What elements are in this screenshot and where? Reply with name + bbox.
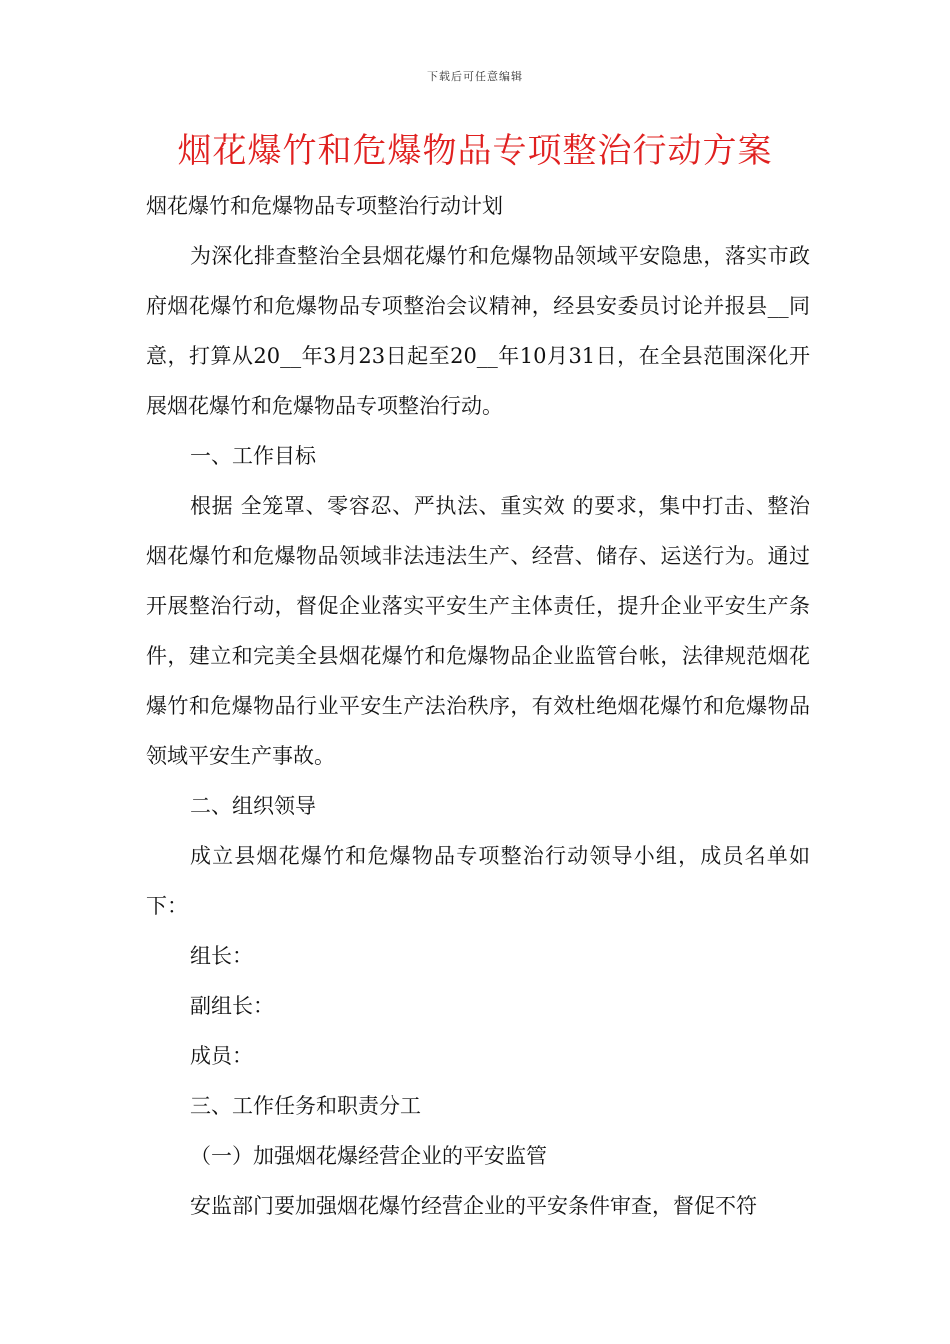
leader-line: 组长：: [190, 944, 253, 968]
members-line: 成员：: [190, 1044, 253, 1068]
section-heading-organization: 二、组织领导: [190, 794, 316, 818]
section-heading-tasks: 三、工作任务和职责分工: [190, 1094, 421, 1118]
supervision-paragraph: 安监部门要加强烟花爆竹经营企业的平安条件审查，督促不符: [190, 1194, 757, 1218]
subtitle-paragraph: 烟花爆竹和危爆物品专项整治行动计划: [146, 194, 503, 218]
intro-paragraph: 为深化排查整治全县烟花爆竹和危爆物品领域平安隐患，落实市政府烟花爆竹和危爆物品专项整治会议精神，经县安委员讨论并报县__同意，打算从20__年3月23日起至20__年10月31日，在全县范围深化开展烟花爆竹和危爆物品专项整治行动。: [146, 244, 810, 418]
document-body: [146, 181, 810, 1231]
deputy-leader-line: 副组长：: [190, 994, 274, 1018]
document-title: 烟花爆竹和危爆物品专项整治行动方案: [177, 131, 773, 171]
header-note: 下载后可任意编辑: [427, 70, 523, 83]
section-heading-goals: 一、工作目标: [190, 444, 316, 468]
organization-paragraph: 成立县烟花爆竹和危爆物品专项整治行动领导小组，成员名单如下：: [146, 844, 810, 918]
subsection-heading-supervision: （一）加强烟花爆经营企业的平安监管: [190, 1144, 547, 1168]
goals-paragraph: 根据 全笼罩、零容忍、严执法、重实效 的要求，集中打击、整治烟花爆竹和危爆物品领域非法违法生产、经营、储存、运送行为。通过开展整治行动，督促企业落实平安生产主体责任，提升企业平安生产条件，建立和完美全县烟花爆竹和危爆物品企业监管台帐，法律规范烟花爆竹和危爆物品行业平安生产法治秩序，有效杜绝烟花爆竹和危爆物品领域平安生产事故。: [146, 494, 810, 768]
